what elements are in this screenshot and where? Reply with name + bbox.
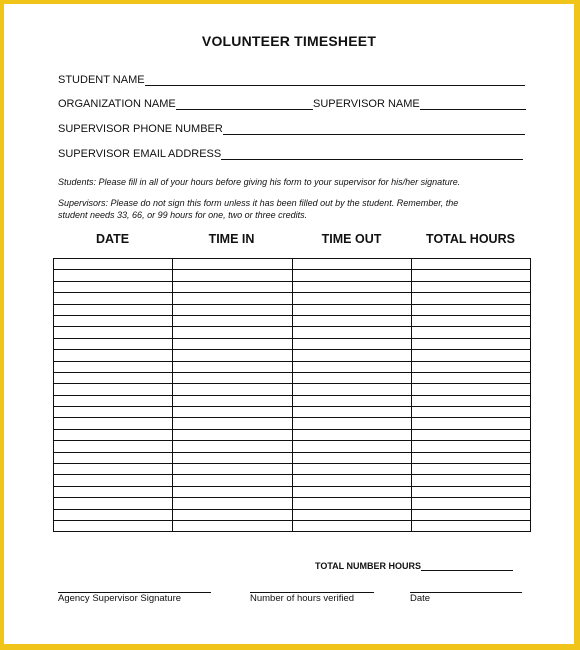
time-in-cell[interactable]: [173, 418, 292, 429]
table-row: [54, 418, 531, 429]
date-cell[interactable]: [54, 520, 173, 531]
date-cell[interactable]: [54, 281, 173, 292]
time-out-cell[interactable]: [292, 407, 411, 418]
date-cell[interactable]: [54, 259, 173, 270]
date-cell[interactable]: [54, 270, 173, 281]
supervisors-note-line-2: student needs 33, 66, or 99 hours for one, two or three credits.: [58, 210, 308, 220]
time-out-cell[interactable]: [292, 441, 411, 452]
time-in-cell[interactable]: [173, 486, 292, 497]
date-cell[interactable]: [54, 304, 173, 315]
total-hours-cell[interactable]: [411, 327, 530, 338]
table-row: [54, 304, 531, 315]
students-note: Students: Please fill in all of your hours before giving his form to your supervisor for his/her signature.: [58, 177, 461, 187]
timesheet-table: [53, 258, 531, 532]
date-cell[interactable]: [54, 350, 173, 361]
agency-signature-block[interactable]: [58, 592, 211, 604]
time-out-cell[interactable]: [292, 520, 411, 531]
total-hours-cell[interactable]: [411, 384, 530, 395]
total-hours-cell[interactable]: [411, 338, 530, 349]
date-cell[interactable]: [54, 509, 173, 520]
column-header-time-in: TIME IN: [208, 232, 255, 246]
table-row: [54, 464, 531, 475]
date-cell[interactable]: [54, 327, 173, 338]
supervisor-name-line[interactable]: [420, 99, 526, 110]
table-row: [54, 372, 531, 383]
student-name-label: STUDENT NAME: [58, 74, 145, 86]
table-row: [54, 441, 531, 452]
date-cell[interactable]: [54, 429, 173, 440]
table-row: [54, 395, 531, 406]
total-hours-cell[interactable]: [411, 350, 530, 361]
time-out-cell[interactable]: [292, 486, 411, 497]
time-out-cell[interactable]: [292, 259, 411, 270]
organization-name-line[interactable]: [176, 99, 313, 110]
column-header-date: DATE: [95, 232, 130, 246]
total-hours-cell[interactable]: [411, 441, 530, 452]
time-in-cell[interactable]: [173, 338, 292, 349]
table-row: [54, 486, 531, 497]
time-in-cell[interactable]: [173, 452, 292, 463]
supervisor-phone-line[interactable]: [223, 124, 525, 135]
time-out-cell[interactable]: [292, 293, 411, 304]
time-out-cell[interactable]: [292, 361, 411, 372]
time-in-cell[interactable]: [173, 259, 292, 270]
date-cell[interactable]: [54, 315, 173, 326]
table-row: [54, 350, 531, 361]
time-in-cell[interactable]: [173, 441, 292, 452]
table-row: [54, 429, 531, 440]
column-header-total-hours: TOTAL HOURS: [426, 232, 515, 246]
total-hours-cell[interactable]: [411, 418, 530, 429]
date-cell[interactable]: [54, 464, 173, 475]
total-hours-cell[interactable]: [411, 509, 530, 520]
date-cell[interactable]: [54, 361, 173, 372]
date-cell[interactable]: [54, 407, 173, 418]
time-out-cell[interactable]: [292, 395, 411, 406]
student-name-field[interactable]: [58, 74, 525, 86]
total-hours-cell[interactable]: [411, 293, 530, 304]
time-out-cell[interactable]: [292, 372, 411, 383]
date-cell[interactable]: [54, 486, 173, 497]
date-signature-label: Date: [410, 593, 431, 604]
hours-verified-block[interactable]: [250, 592, 374, 604]
time-out-cell[interactable]: [292, 384, 411, 395]
time-out-cell[interactable]: [292, 350, 411, 361]
total-hours-cell[interactable]: [411, 452, 530, 463]
time-out-cell[interactable]: [292, 315, 411, 326]
date-cell[interactable]: [54, 452, 173, 463]
time-in-cell[interactable]: [173, 464, 292, 475]
time-out-cell[interactable]: [292, 304, 411, 315]
table-row: [54, 315, 531, 326]
table-row: [54, 509, 531, 520]
time-out-cell[interactable]: [292, 464, 411, 475]
time-in-cell[interactable]: [173, 327, 292, 338]
time-in-cell[interactable]: [173, 520, 292, 531]
total-hours-cell[interactable]: [411, 372, 530, 383]
supervisor-email-field[interactable]: [58, 148, 523, 160]
time-in-cell[interactable]: [173, 281, 292, 292]
date-signature-block[interactable]: [410, 592, 522, 604]
table-row: [54, 293, 531, 304]
table-row: [54, 520, 531, 531]
time-in-cell[interactable]: [173, 270, 292, 281]
table-row: [54, 327, 531, 338]
time-out-cell[interactable]: [292, 452, 411, 463]
time-in-cell[interactable]: [173, 509, 292, 520]
date-cell[interactable]: [54, 418, 173, 429]
table-row: [54, 281, 531, 292]
time-out-cell[interactable]: [292, 270, 411, 281]
table-row: [54, 407, 531, 418]
total-number-hours-label: TOTAL NUMBER HOURS: [315, 561, 422, 571]
time-in-cell[interactable]: [173, 350, 292, 361]
supervisor-email-label: SUPERVISOR EMAIL ADDRESS: [58, 148, 222, 160]
date-cell[interactable]: [54, 441, 173, 452]
total-hours-cell[interactable]: [411, 429, 530, 440]
supervisors-note: [58, 197, 528, 221]
total-hours-cell[interactable]: [411, 315, 530, 326]
time-out-cell[interactable]: [292, 281, 411, 292]
page-title: VOLUNTEER TIMESHEET: [201, 33, 377, 49]
date-cell[interactable]: [54, 395, 173, 406]
time-in-cell[interactable]: [173, 372, 292, 383]
table-row: [54, 452, 531, 463]
time-in-cell[interactable]: [173, 361, 292, 372]
time-out-cell[interactable]: [292, 418, 411, 429]
total-hours-cell[interactable]: [411, 361, 530, 372]
total-hours-cell[interactable]: [411, 407, 530, 418]
date-cell[interactable]: [54, 498, 173, 509]
total-hours-cell[interactable]: [411, 486, 530, 497]
time-in-cell[interactable]: [173, 315, 292, 326]
date-cell[interactable]: [54, 293, 173, 304]
organization-name-field[interactable]: [58, 98, 313, 110]
hours-verified-label: Number of hours verified: [250, 593, 355, 604]
agency-signature-label: Agency Supervisor Signature: [58, 593, 182, 604]
table-row: [54, 498, 531, 509]
total-hours-cell[interactable]: [411, 475, 530, 486]
total-hours-cell[interactable]: [411, 259, 530, 270]
table-row: [54, 270, 531, 281]
total-hours-cell[interactable]: [411, 464, 530, 475]
time-in-cell[interactable]: [173, 304, 292, 315]
time-out-cell[interactable]: [292, 509, 411, 520]
total-hours-cell[interactable]: [411, 270, 530, 281]
total-hours-cell[interactable]: [411, 281, 530, 292]
time-in-cell[interactable]: [173, 475, 292, 486]
supervisor-phone-field[interactable]: [58, 123, 525, 135]
table-row: [54, 259, 531, 270]
time-in-cell[interactable]: [173, 395, 292, 406]
time-in-cell[interactable]: [173, 498, 292, 509]
date-cell[interactable]: [54, 372, 173, 383]
timesheet-page: [4, 4, 574, 644]
table-row: [54, 384, 531, 395]
organization-name-label: ORGANIZATION NAME: [58, 98, 176, 110]
date-cell[interactable]: [54, 384, 173, 395]
time-in-cell[interactable]: [173, 293, 292, 304]
supervisor-name-field[interactable]: [313, 98, 526, 110]
time-out-cell[interactable]: [292, 475, 411, 486]
table-row: [54, 361, 531, 372]
time-out-cell[interactable]: [292, 498, 411, 509]
column-header-time-out: TIME OUT: [321, 232, 382, 246]
time-in-cell[interactable]: [173, 384, 292, 395]
time-in-cell[interactable]: [173, 429, 292, 440]
total-hours-cell[interactable]: [411, 498, 530, 509]
student-name-line[interactable]: [145, 75, 525, 86]
supervisor-phone-label: SUPERVISOR PHONE NUMBER: [58, 123, 223, 135]
table-row: [54, 338, 531, 349]
time-in-cell[interactable]: [173, 407, 292, 418]
supervisors-note-line-1: Supervisors: Please do not sign this form unless it has been filled out by the student. Remember, the: [58, 198, 459, 208]
total-number-hours-line[interactable]: [421, 560, 513, 571]
total-hours-cell[interactable]: [411, 395, 530, 406]
total-hours-cell[interactable]: [411, 520, 530, 531]
time-out-cell[interactable]: [292, 327, 411, 338]
supervisor-name-label: SUPERVISOR NAME: [313, 98, 420, 110]
time-out-cell[interactable]: [292, 338, 411, 349]
supervisor-email-line[interactable]: [221, 149, 523, 160]
date-cell[interactable]: [54, 475, 173, 486]
time-out-cell[interactable]: [292, 429, 411, 440]
total-hours-cell[interactable]: [411, 304, 530, 315]
table-row: [54, 475, 531, 486]
total-number-hours-field[interactable]: [315, 560, 513, 571]
date-cell[interactable]: [54, 338, 173, 349]
